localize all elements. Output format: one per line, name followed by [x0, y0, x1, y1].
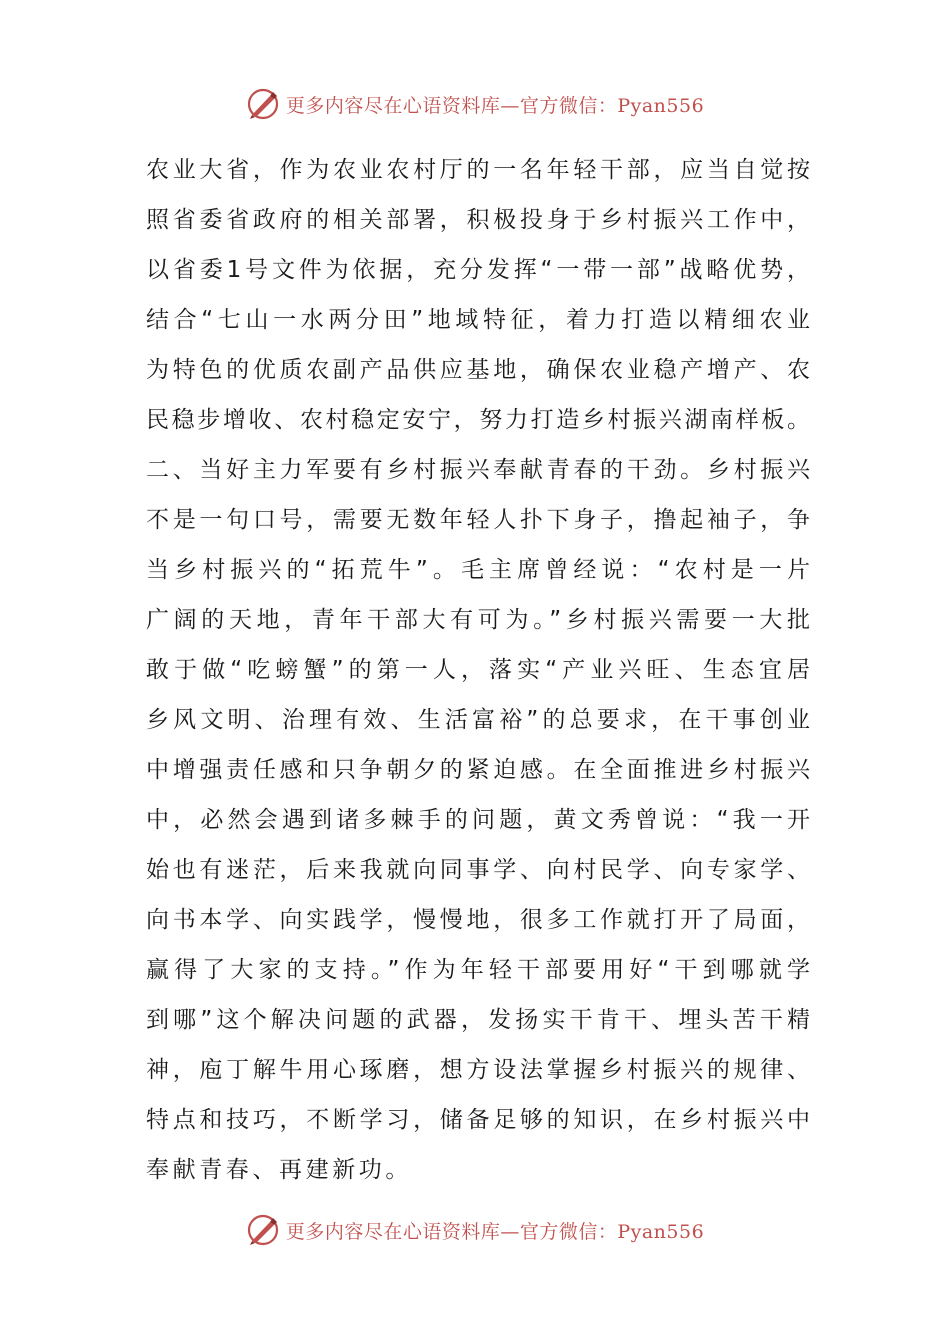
text-line: 赢得了大家的支持。”作为年轻干部要用好“干到哪就学 [146, 957, 810, 983]
text-line: 以省委1号文件为依据，充分发挥“一带一部”战略优势， [146, 257, 810, 283]
pen-logo-icon [246, 1213, 280, 1247]
text-line: 神，庖丁解牛用心琢磨，想方设法掌握乡村振兴的规律、 [146, 1057, 810, 1083]
text-line: 中，必然会遇到诸多棘手的问题，黄文秀曾说：“我一开 [146, 807, 810, 833]
text-line: 广阔的天地，青年干部大有可为。”乡村振兴需要一大批 [146, 607, 810, 633]
document-body [146, 145, 810, 1195]
text-line: 农业大省，作为农业农村厅的一名年轻干部，应当自觉按 [146, 157, 810, 183]
text-line: 照省委省政府的相关部署，积极投身于乡村振兴工作中， [146, 207, 810, 233]
text-line: 二、当好主力军要有乡村振兴奉献青春的干劲。乡村振兴 [146, 457, 810, 483]
text-line-last: 奉献青春、再建新功。 [146, 1157, 412, 1183]
text-line: 敢于做“吃螃蟹”的第一人，落实“产业兴旺、生态宜居 [146, 657, 810, 683]
text-line: 不是一句口号，需要无数年轻人扑下身子，撸起袖子，争 [146, 507, 810, 533]
footer-banner-text: 更多内容尽在心语资料库—官方微信：Pyan556 [285, 1220, 705, 1243]
text-line: 为特色的优质农副产品供应基地，确保农业稳产增产、农 [146, 357, 810, 383]
text-line: 始也有迷茫，后来我就向同事学、向村民学、向专家学、 [146, 857, 810, 883]
header-banner-text: 更多内容尽在心语资料库—官方微信：Pyan556 [285, 94, 705, 117]
text-line: 中增强责任感和只争朝夕的紧迫感。在全面推进乡村振兴 [146, 757, 810, 783]
text-line: 结合“七山一水两分田”地域特征，着力打造以精细农业 [146, 307, 810, 333]
footer-banner [0, 1210, 950, 1250]
pen-logo-icon [246, 87, 280, 121]
text-line: 乡风文明、治理有效、生活富裕”的总要求，在干事创业 [146, 707, 810, 733]
text-line: 到哪”这个解决问题的武器，发扬实干肯干、埋头苦干精 [146, 1007, 810, 1033]
text-line: 当乡村振兴的“拓荒牛”。毛主席曾经说：“农村是一片 [146, 557, 810, 583]
header-banner [0, 84, 950, 124]
text-line: 民稳步增收、农村稳定安宁，努力打造乡村振兴湖南样板。 [146, 407, 810, 433]
text-line: 特点和技巧，不断学习，储备足够的知识，在乡村振兴中 [146, 1107, 810, 1133]
text-line: 向书本学、向实践学，慢慢地，很多工作就打开了局面， [146, 907, 810, 933]
